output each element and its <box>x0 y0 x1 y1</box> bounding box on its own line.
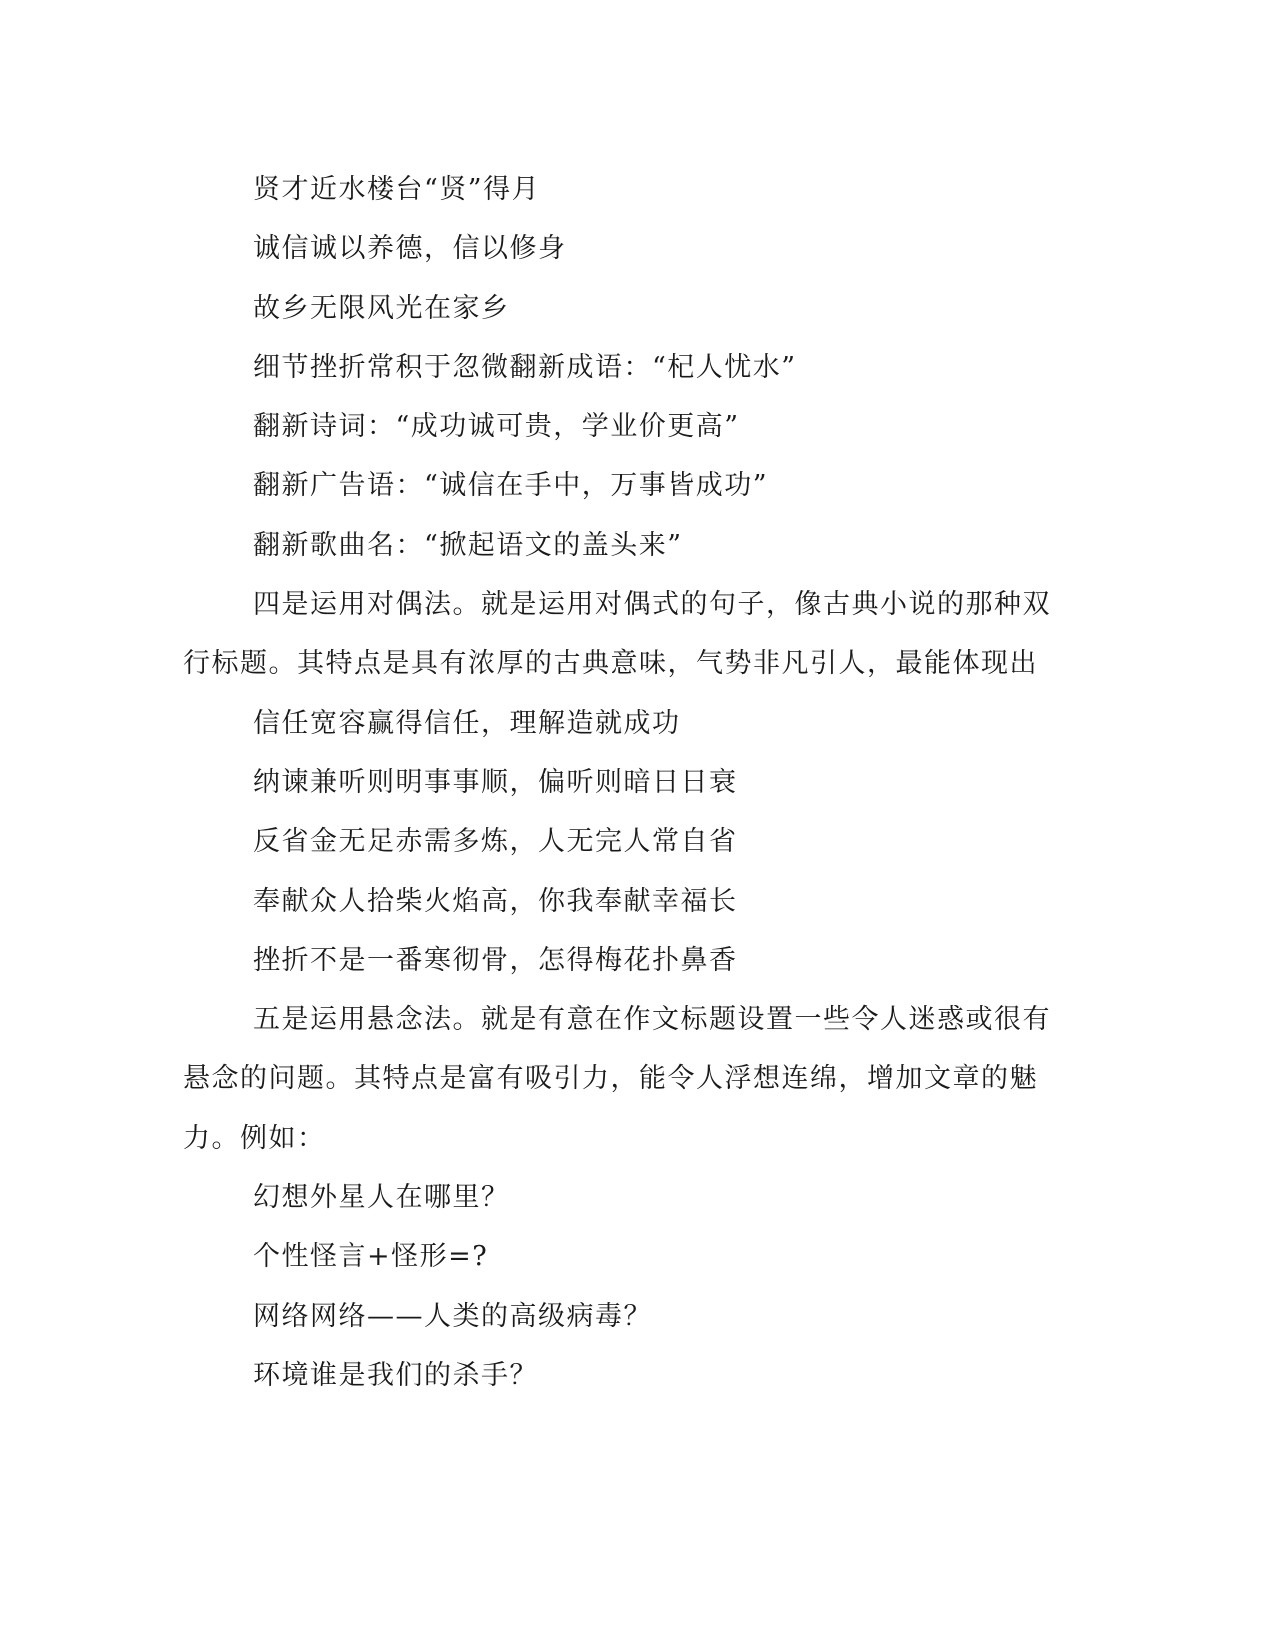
text-line: 奉献众人拾柴火焰高，你我奉献幸福长 <box>253 885 738 917</box>
text-line: 信任宽容赢得信任，理解造就成功 <box>253 707 681 739</box>
text-line: 纳谏兼听则明事事顺，偏听则暗日日衰 <box>253 766 738 798</box>
paragraph-line: 五是运用悬念法。就是有意在作文标题设置一些令人迷惑或很有 <box>253 1004 1051 1036</box>
text-line: 细节挫折常积于忽微翻新成语：“杞人忧水” <box>253 351 797 383</box>
document-body <box>183 160 1051 1405</box>
paragraph-line: 行标题。其特点是具有浓厚的古典意味，气势非凡引人，最能体现出 <box>183 648 1038 680</box>
text-line: 诚信诚以养德，信以修身 <box>253 233 567 265</box>
text-line: 个性怪言+怪形=? <box>253 1241 489 1273</box>
text-line: 幻想外星人在哪里？ <box>253 1182 510 1214</box>
text-line: 反省金无足赤需多炼，人无完人常自省 <box>253 826 738 858</box>
text-line: 网络网络——人类的高级病毒？ <box>253 1300 652 1332</box>
text-line: 翻新歌曲名：“掀起语文的盖头来” <box>253 529 683 561</box>
text-line: 翻新诗词：“成功诚可贵，学业价更高” <box>253 411 740 443</box>
paragraph-line: 力。例如： <box>183 1122 326 1154</box>
text-line: 故乡无限风光在家乡 <box>253 292 510 324</box>
text-line: 环境谁是我们的杀手？ <box>253 1359 538 1391</box>
paragraph-line: 四是运用对偶法。就是运用对偶式的句子，像古典小说的那种双 <box>253 589 1051 621</box>
text-line: 挫折不是一番寒彻骨，怎得梅花扑鼻香 <box>253 944 738 976</box>
paragraph-line: 悬念的问题。其特点是富有吸引力，能令人浮想连绵，增加文章的魅 <box>183 1063 1038 1095</box>
text-line: 贤才近水楼台“贤”得月 <box>253 174 541 205</box>
text-line: 翻新广告语：“诚信在手中，万事皆成功” <box>253 470 769 502</box>
